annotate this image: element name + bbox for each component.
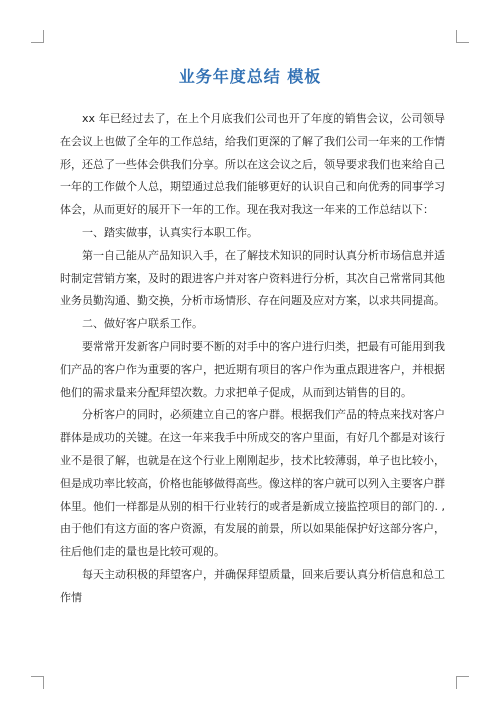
section-heading-2: 二、做好客户联系工作。 (82, 317, 203, 331)
crop-mark-top-left (31, 30, 44, 43)
crop-mark-bottom-left (31, 676, 44, 689)
paragraph-section-1: 第一自己能从产品知识入手，在了解技术知识的同时认真分析市场信息并适时制定营销方案，及时的跟进客户并对客户资料进行分析，其次自己常常同其他业务员勤沟通、勤交换，分析市场情形、存在问题及应对方案，以求共同提高。 (60, 248, 445, 308)
document-body (60, 108, 445, 610)
paragraph-section-2c: 每天主动积极的拜望客户，并确保拜望质量，回来后要认真分析信息和总工作情 (60, 567, 445, 604)
paragraph-section-2a: 要常常开发新客户同时要不断的对手中的客户进行归类，把最有可能用到我们产品的客户作为重要的客户，把近期有项目的客户作为重点跟进客户，并根据他们的需求量来分配拜望次数。力求把单子促成，从而到达销售的目的。 (60, 339, 445, 399)
crop-mark-bottom-right (456, 676, 469, 689)
section-heading-1: 一、踏实做事，认真实行本职工作。 (82, 225, 258, 239)
crop-mark-top-right (456, 30, 469, 43)
paragraph-intro: xx 年已经过去了，在上个月底我们公司也开了年度的销售会议，公司领导在会议上也做了全年的工作总结，给我们更深的了解了我们公司一年来的工作情形，还总了一些体会供我们分享。所以在这会议之后，领导要求我们也来给自己一年的工作做个人总，期望通过总我们能够更好的认识自己和向优秀的同事学习体会，从而更好的展开下一年的工作。现在我对我这一年来的工作总结以下： (60, 112, 445, 217)
page-title: 业务年度总结 模板 (178, 67, 322, 86)
paragraph-section-2b: 分析客户的同时，必须建立自己的客户群。根据我们产品的特点来找对客户群体是成功的关键。在这一年来我手中所成交的客户里面，有好几个都是对该行业不是很了解，也就是在这个行业上刚刚起步，技术比较薄弱，单子也比较小，但是成功率比较高，价格也能够做得高些。像这样的客户就可以列入主要客户群体里。他们一样都是从别的相干行业转行的或者是新成立接监控项目的部门的. , 由于他们有这方面的客户资源，有发展的前景，所以如果能保护好这部分客户，往后他们走的量也是比较可观的。 (60, 408, 445, 559)
